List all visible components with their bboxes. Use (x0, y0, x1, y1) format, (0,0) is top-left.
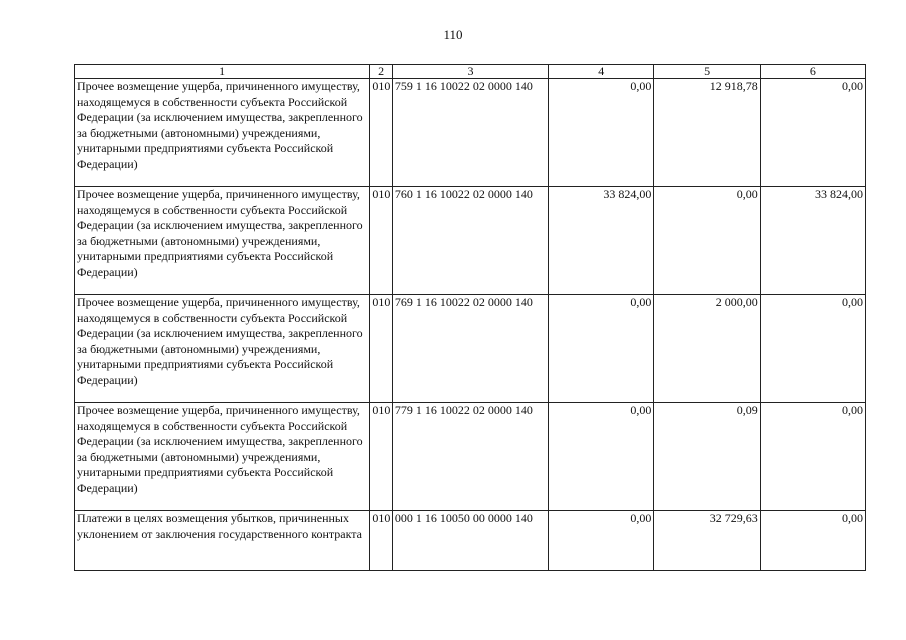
page-number: 110 (443, 27, 463, 42)
column-header-4: 4 (549, 65, 654, 79)
column-number-row (75, 65, 866, 79)
row-value-col4: 33 824,00 (549, 187, 654, 295)
table-row (75, 403, 866, 511)
row-description: Платежи в целях возмещения убытков, причиненных уклонением от заключения государственного контракта (75, 511, 370, 571)
row-value-col5: 32 729,63 (654, 511, 760, 571)
row-value-col4: 0,00 (549, 511, 654, 571)
row-admin-code: 010 (370, 511, 392, 571)
row-admin-code: 010 (370, 79, 392, 187)
row-value-col6: 0,00 (760, 79, 865, 187)
row-value-col5: 2 000,00 (654, 295, 760, 403)
table-row (75, 79, 866, 187)
row-value-col5: 12 918,78 (654, 79, 760, 187)
row-budget-code: 760 1 16 10022 02 0000 140 (392, 187, 548, 295)
column-header-6: 6 (760, 65, 865, 79)
row-budget-code: 779 1 16 10022 02 0000 140 (392, 403, 548, 511)
row-description: Прочее возмещение ущерба, причиненного имуществу, находящемуся в собственности субъекта Российской Федерации (за исключением имущества, закрепленного за бюджетными (автономными) учреждениями, унитарными предприятиями субъекта Российской Федерации) (75, 187, 370, 295)
row-description: Прочее возмещение ущерба, причиненного имуществу, находящемуся в собственности субъекта Российской Федерации (за исключением имущества, закрепленного за бюджетными (автономными) учреждениями, унитарными предприятиями субъекта Российской Федерации) (75, 79, 370, 187)
table-row (75, 187, 866, 295)
row-description: Прочее возмещение ущерба, причиненного имуществу, находящемуся в собственности субъекта Российской Федерации (за исключением имущества, закрепленного за бюджетными (автономными) учреждениями, унитарными предприятиями субъекта Российской Федерации) (75, 403, 370, 511)
row-description: Прочее возмещение ущерба, причиненного имуществу, находящемуся в собственности субъекта Российской Федерации (за исключением имущества, закрепленного за бюджетными (автономными) учреждениями, унитарными предприятиями субъекта Российской Федерации) (75, 295, 370, 403)
row-value-col6: 0,00 (760, 403, 865, 511)
row-value-col5: 0,09 (654, 403, 760, 511)
column-header-5: 5 (654, 65, 760, 79)
row-value-col4: 0,00 (549, 79, 654, 187)
row-value-col6: 0,00 (760, 295, 865, 403)
row-admin-code: 010 (370, 187, 392, 295)
row-value-col6: 33 824,00 (760, 187, 865, 295)
row-budget-code: 769 1 16 10022 02 0000 140 (392, 295, 548, 403)
table-row (75, 511, 866, 571)
column-header-3: 3 (392, 65, 548, 79)
row-value-col4: 0,00 (549, 295, 654, 403)
row-budget-code: 759 1 16 10022 02 0000 140 (392, 79, 548, 187)
row-admin-code: 010 (370, 403, 392, 511)
column-header-1: 1 (75, 65, 370, 79)
row-admin-code: 010 (370, 295, 392, 403)
column-header-2: 2 (370, 65, 392, 79)
row-value-col5: 0,00 (654, 187, 760, 295)
row-value-col4: 0,00 (549, 403, 654, 511)
row-value-col6: 0,00 (760, 511, 865, 571)
revenue-table (74, 64, 866, 571)
row-budget-code: 000 1 16 10050 00 0000 140 (392, 511, 548, 571)
table-row (75, 295, 866, 403)
